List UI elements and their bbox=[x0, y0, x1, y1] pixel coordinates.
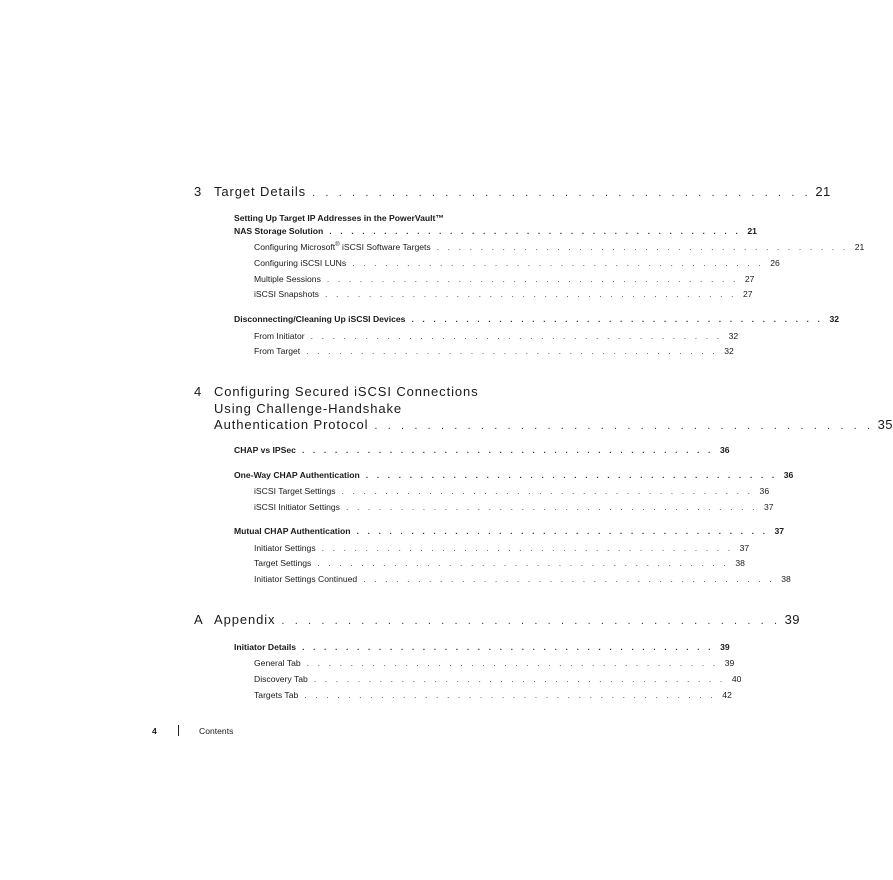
subsection-title-part: iSCSI Software Targets bbox=[339, 242, 431, 252]
subsection-title: General Tab bbox=[254, 658, 301, 668]
chapter-number: 4 bbox=[194, 384, 202, 399]
dot-leader: . . . . . . . . . . . . . . . . . . . . . . . . . . . . . . . . . . . . . . bbox=[363, 574, 775, 584]
chapter-page: 39 bbox=[784, 612, 800, 627]
dot-leader: . . . . . . . . . . . . . . . . . . . . . . . . . . . . . . . . . . . . . . bbox=[304, 690, 716, 700]
chapter-title: Using Challenge-Handshake bbox=[214, 400, 402, 416]
subsection-page: 36 bbox=[759, 486, 770, 496]
subsection-page: 39 bbox=[724, 658, 735, 668]
dot-leader: . . . . . . . . . . . . . . . . . . . . . . . . . . . . . . . . . . . . . . bbox=[317, 558, 729, 568]
dot-leader: . . . . . . . . . . . . . . . . . . . . . . . . . . . . . . . . . . . . . . bbox=[306, 658, 719, 668]
subsection-title-part: Configuring Microsoft bbox=[254, 242, 336, 252]
subsection-title: Multiple Sessions bbox=[254, 274, 321, 284]
chapter-title: Appendix bbox=[214, 612, 276, 627]
section-page: 37 bbox=[774, 526, 785, 536]
toc-subsection bbox=[254, 557, 745, 569]
section-page: 36 bbox=[783, 470, 794, 480]
toc-subsection bbox=[254, 345, 734, 357]
section-title: Disconnecting/Cleaning Up iSCSI Devices bbox=[234, 314, 406, 324]
toc-section bbox=[234, 641, 730, 653]
dot-leader: . . . . . . . . . . . . . . . . . . . . . . . . . . . . . . . . . . . . . . bbox=[324, 289, 737, 299]
toc-subsection bbox=[254, 485, 770, 497]
section-page: 32 bbox=[829, 314, 840, 324]
toc-subsection bbox=[254, 257, 780, 269]
dot-leader: . . . . . . . . . . . . . . . . . . . . . . . . . . . . . . . . . . . . . . bbox=[352, 258, 764, 268]
subsection-title: Initiator Settings Continued bbox=[254, 574, 358, 584]
section-title: Mutual CHAP Authentication bbox=[234, 526, 351, 536]
dot-leader: . . . . . . . . . . . . . . . . . . . . . . . . . . . . . . . . . . . . . . bbox=[301, 445, 714, 455]
footer-section-name: Contents bbox=[199, 725, 234, 736]
registered-mark: ® bbox=[335, 242, 340, 248]
toc-subsection bbox=[254, 330, 739, 342]
toc-section bbox=[234, 469, 794, 481]
subsection-title: From Target bbox=[254, 346, 301, 356]
toc-section bbox=[234, 313, 840, 325]
page-footer bbox=[152, 725, 233, 736]
subsection-page: 27 bbox=[744, 274, 755, 284]
dot-leader: . . . . . . . . . . . . . . . . . . . . . . . . . . . . . . . . . . . . . . bbox=[310, 331, 723, 341]
subsection-page: 42 bbox=[722, 690, 732, 700]
subsection-title: Initiator Settings bbox=[254, 543, 316, 553]
section-title: One-Way CHAP Authentication bbox=[234, 470, 360, 480]
subsection-title bbox=[254, 241, 431, 253]
toc-subsection bbox=[254, 657, 735, 669]
toc-subsection bbox=[254, 288, 753, 300]
section-title: NAS Storage Solution bbox=[234, 226, 324, 236]
subsection-title: iSCSI Snapshots bbox=[254, 289, 319, 299]
subsection-page: 26 bbox=[770, 258, 780, 268]
subsection-page: 32 bbox=[724, 346, 734, 356]
subsection-page: 37 bbox=[764, 502, 774, 512]
toc-subsection bbox=[254, 273, 755, 285]
dot-leader: . . . . . . . . . . . . . . . . . . . . . . . . . . . . . . . . . . . . . . bbox=[302, 642, 714, 652]
chapter-title-line bbox=[214, 417, 893, 435]
dot-leader: . . . . . . . . . . . . . . . . . . . . . . . . . . . . . . . . . . . . . . bbox=[329, 226, 741, 236]
chapter-title-line bbox=[214, 184, 831, 202]
subsection-page: 32 bbox=[728, 331, 739, 341]
chapter-title: Authentication Protocol bbox=[214, 417, 369, 432]
toc-subsection bbox=[254, 542, 750, 554]
section-page: 21 bbox=[747, 226, 757, 236]
subsection-page: 40 bbox=[731, 674, 742, 684]
toc-subsection bbox=[254, 573, 791, 585]
chapter-title: Configuring Secured iSCSI Connections bbox=[214, 384, 479, 399]
subsection-page: 37 bbox=[739, 543, 750, 553]
toc-subsection bbox=[254, 501, 774, 513]
dot-leader: . . . . . . . . . . . . . . . . . . . . . . . . . . . . . . . . . . . . . . bbox=[341, 486, 754, 496]
chapter-page: 35 bbox=[877, 417, 893, 432]
subsection-title: Target Settings bbox=[254, 558, 312, 568]
subsection-title: Discovery Tab bbox=[254, 674, 308, 684]
chapter-title-line bbox=[214, 384, 479, 401]
dot-leader: . . . . . . . . . . . . . . . . . . . . . . . . . . . . . . . . . . . . . . bbox=[356, 526, 769, 536]
dot-leader: . . . . . . . . . . . . . . . . . . . . . . . . . . . . . . . . . . . . . . bbox=[374, 420, 874, 432]
dot-leader: . . . . . . . . . . . . . . . . . . . . . . . . . . . . . . . . . . . . . . bbox=[326, 274, 739, 284]
section-page: 36 bbox=[719, 445, 730, 455]
chapter-title-line bbox=[214, 401, 474, 418]
section-title: Initiator Details bbox=[234, 642, 297, 652]
toc-subsection bbox=[254, 689, 732, 701]
subsection-page: 38 bbox=[781, 574, 791, 584]
toc-section bbox=[234, 525, 785, 537]
toc-subsection bbox=[254, 673, 742, 685]
toc-subsection bbox=[254, 241, 865, 253]
subsection-page: 27 bbox=[742, 289, 753, 299]
dot-leader: . . . . . . . . . . . . . . . . . . . . . . . . . . . . . . . . . . . . . . bbox=[411, 314, 824, 324]
chapter-number: 3 bbox=[194, 184, 202, 199]
section-title-line: Setting Up Target IP Addresses in the PowerVault™ bbox=[234, 213, 444, 223]
subsection-page: 38 bbox=[735, 558, 745, 568]
subsection-page: 21 bbox=[854, 242, 865, 252]
dot-leader: . . . . . . . . . . . . . . . . . . . . . . . . . . . . . . . . . . . . . . bbox=[306, 346, 718, 356]
toc-section bbox=[234, 444, 730, 456]
footer-divider bbox=[178, 725, 179, 736]
section-title: CHAP vs IPSec bbox=[234, 445, 296, 455]
dot-leader: . . . . . . . . . . . . . . . . . . . . . . . . . . . . . . . . . . . . . . bbox=[281, 615, 781, 627]
chapter-number: A bbox=[194, 612, 204, 627]
subsection-title: From Initiator bbox=[254, 331, 305, 341]
dot-leader: . . . . . . . . . . . . . . . . . . . . . . . . . . . . . . . . . . . . . . bbox=[436, 242, 849, 252]
chapter-title-line bbox=[214, 612, 800, 630]
dot-leader: . . . . . . . . . . . . . . . . . . . . . . . . . . . . . . . . . . . . . . bbox=[365, 470, 778, 480]
dot-leader: . . . . . . . . . . . . . . . . . . . . . . . . . . . . . . . . . . . . . . bbox=[321, 543, 734, 553]
dot-leader: . . . . . . . . . . . . . . . . . . . . . . . . . . . . . . . . . . . . . . bbox=[312, 187, 812, 199]
subsection-title: iSCSI Initiator Settings bbox=[254, 502, 340, 512]
dot-leader: . . . . . . . . . . . . . . . . . . . . . . . . . . . . . . . . . . . . . . bbox=[313, 674, 726, 684]
toc-section bbox=[234, 225, 757, 237]
subsection-title: Targets Tab bbox=[254, 690, 299, 700]
dot-leader: . . . . . . . . . . . . . . . . . . . . . . . . . . . . . . . . . . . . . . bbox=[345, 502, 758, 512]
subsection-title: Configuring iSCSI LUNs bbox=[254, 258, 347, 268]
chapter-page: 21 bbox=[815, 184, 831, 199]
section-page: 39 bbox=[720, 642, 730, 652]
chapter-title: Target Details bbox=[214, 184, 307, 199]
footer-page-number: 4 bbox=[152, 725, 157, 736]
subsection-title: iSCSI Target Settings bbox=[254, 486, 336, 496]
